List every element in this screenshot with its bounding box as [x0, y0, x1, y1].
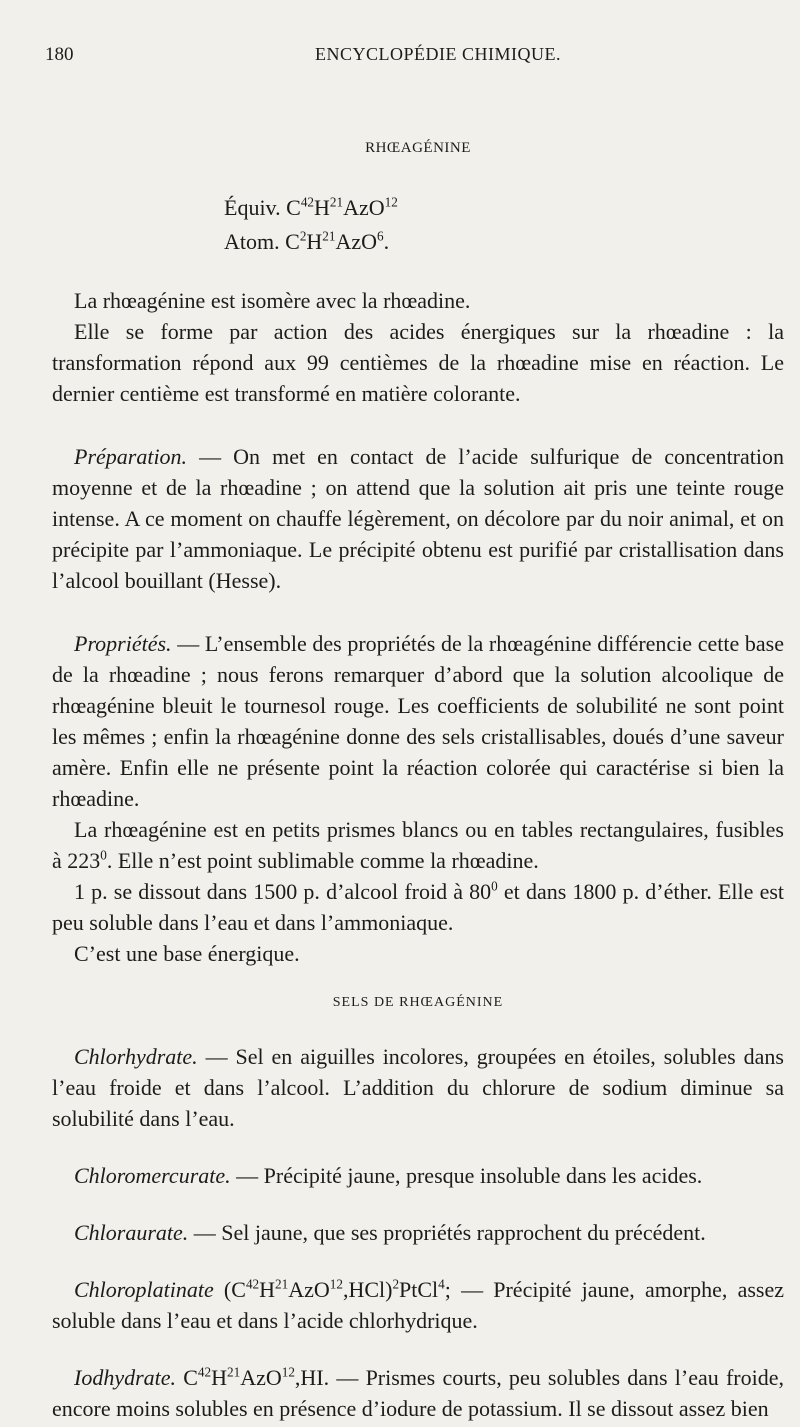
iodhydrate-label: Iodhydrate.	[74, 1365, 177, 1390]
paragraph-iodhydrate: Iodhydrate. $C^{42}H^{21}AzO^{12},HI$. — Prismes courts, peu solubles dans l’eau froide, encore moins solubles en présence d’iodure de potassium. Il se dissout assez bien	[52, 1364, 784, 1421]
preparation-text: — On met en contact de l’acide sulfurique de concentration moyenne et de la rhœadine ; on attend que la solution ait pris une teinte rouge intense. A ce moment on chauffe légèrement, on décolore par du noir animal, et on précipite par l’ammoniaque. Le précipité obtenu est purifié par cristallisation dans l’alcool bouillant (Hesse).	[52, 444, 784, 593]
paragraph-chloraurate: Chloraurate. — Sel jaune, que ses propriétés rapprochent du précédent.	[74, 1220, 706, 1245]
equiv-formula	[224, 191, 784, 225]
page-header	[45, 44, 770, 74]
atom-label: Atom.	[224, 229, 280, 254]
page-number: 180	[45, 44, 74, 65]
chloroplatinate-label: Chloroplatinate	[74, 1277, 214, 1302]
preparation-label: Préparation.	[74, 444, 188, 469]
equiv-label: Équiv.	[224, 195, 281, 220]
paragraph-prisms: La rhœagénine est en petits prismes blancs ou en tables rectangulaires, fusibles à $223^0$. Elle n’est point sublimable comme la rhœadine.	[52, 817, 784, 873]
paragraph-formation: Elle se forme par action des acides énergiques sur la rhœadine : la transformation répond aux 99 centièmes de la rhœadine mise en réaction. Le dernier centième est transformé en matière colorante.	[52, 319, 784, 406]
paragraph-isomer: La rhœagénine est isomère avec la rhœadine.	[74, 288, 471, 313]
atom-formula-text: $C^2H^{21}AzO^6$.	[285, 228, 390, 254]
formula-block	[224, 191, 784, 259]
paragraph-chlorhydrate: Chlorhydrate. — Sel en aiguilles incolores, groupées en étoiles, solubles dans l’eau froide et dans l’alcool. L’addition du chlorure de sodium diminue sa solubilité dans l’eau.	[52, 1044, 784, 1131]
paragraph-preparation	[52, 441, 784, 596]
chlorhydrate-label: Chlorhydrate.	[74, 1044, 198, 1069]
section-title: RHŒAGÉNINE	[365, 140, 471, 156]
atom-formula	[224, 225, 784, 259]
salts-title: SELS DE RHŒAGÉNINE	[332, 995, 504, 1010]
properties-text: — L’ensemble des propriétés de la rhœagénine différencie cette base de la rhœadine ; nous ferons remarquer d’abord que la solution alcoolique de rhœagénine bleuit le tournesol rouge. Les coefficients de solubilité ne sont point les mêmes ; enfin la rhœagénine donne des sels cristallisables, doués d’une saveur amère. Enfin elle ne présente point la réaction colorée qui caractérise si bien la rhœadine.	[52, 631, 784, 811]
paragraph-base: C’est une base énergique.	[74, 941, 300, 966]
paragraph-chloromercurate: Chloromercurate. — Précipité jaune, presque insoluble dans les acides.	[74, 1163, 703, 1188]
running-title: ENCYCLOPÉDIE CHIMIQUE.	[315, 44, 561, 64]
chloromercurate-label: Chloromercurate.	[74, 1163, 231, 1188]
paragraph-properties	[52, 628, 784, 814]
page-content	[52, 130, 784, 1424]
paragraph-solubility: 1 p. se dissout dans 1500 p. d’alcool froid à $80^0$ et dans 1800 p. d’éther. Elle est peu soluble dans l’eau et dans l’ammoniaque.	[52, 878, 785, 935]
properties-label: Propriétés.	[74, 631, 172, 656]
equiv-formula-text: $C^{42}H^{21}AzO^{12}$	[286, 194, 398, 220]
chloraurate-label: Chloraurate.	[74, 1220, 189, 1245]
paragraph-chloroplatinate: Chloroplatinate $(C^{42}H^{21}AzO^{12},HCl)^2PtCl^4$; — Précipité jaune, amorphe, assez soluble dans l’eau et dans l’acide chlorhydrique.	[52, 1276, 785, 1333]
